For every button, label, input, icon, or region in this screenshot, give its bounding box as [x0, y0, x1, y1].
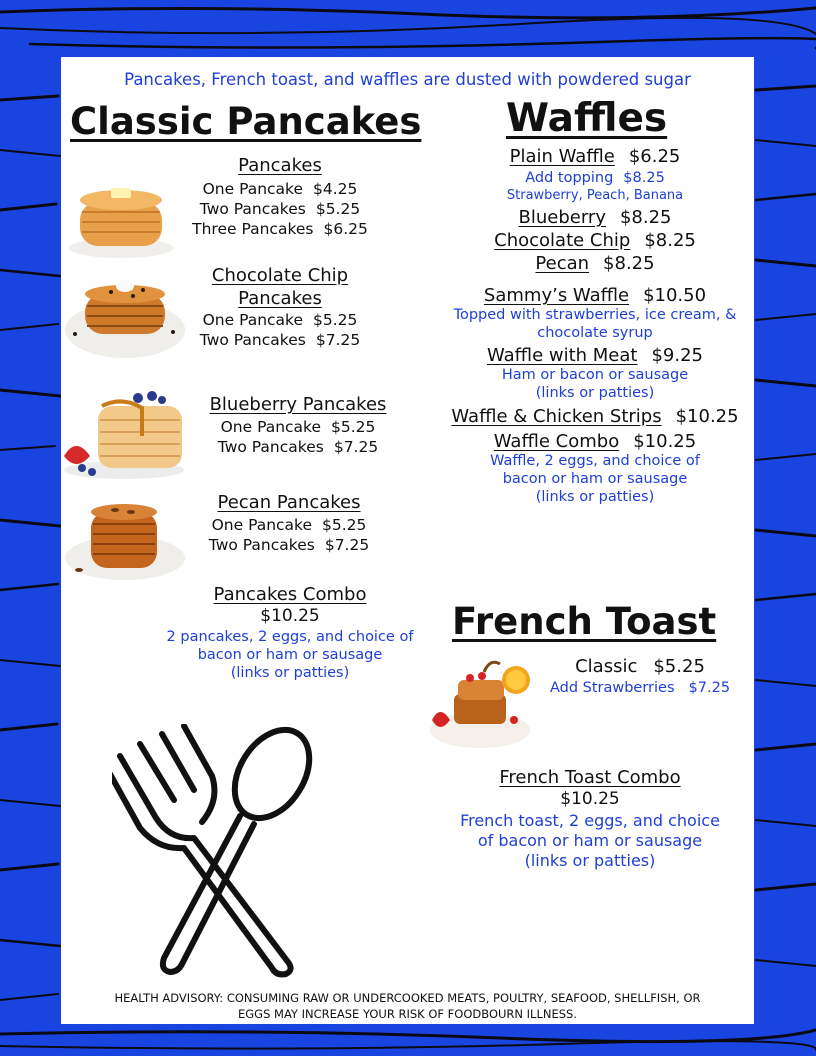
french-toast-classic-block	[538, 656, 742, 697]
waffle-combo-desc-2: bacon or ham or sausage	[502, 471, 688, 487]
powdered-sugar-note: Pancakes, French toast, and waffles are dusted with powdered sugar	[124, 70, 691, 89]
classic-row: Classic $5.25	[575, 656, 705, 677]
pancakes-combo-title: Pancakes Combo	[213, 584, 367, 605]
waffles-block	[430, 146, 760, 506]
waffles-heading: Waffles	[506, 96, 668, 141]
pecan-pancakes-block	[187, 492, 391, 554]
add-strawberries-row: Add Strawberries $7.25	[549, 680, 731, 696]
health-advisory	[61, 990, 754, 1022]
sammys-waffle-row: Sammy’s Waffle $10.50	[483, 285, 707, 306]
blueberry-pancakes-block	[196, 394, 400, 456]
menu-row: Two Pancakes $7.25	[199, 331, 361, 349]
pancakes-combo-block	[140, 584, 440, 682]
pancakes-heading: Classic Pancakes	[70, 100, 422, 143]
french-toast-combo-price: $10.25	[560, 789, 620, 809]
french-toast-combo-title: French Toast Combo	[499, 767, 681, 788]
menu-row: One Pancake $5.25	[202, 311, 358, 329]
fork-and-spoon-icon	[112, 724, 324, 980]
french-toast-heading: French Toast	[452, 600, 717, 643]
pancakes-title: Pancakes	[238, 155, 322, 176]
pancakes-block	[178, 155, 382, 238]
chocolate-chip-waffle-row: Chocolate Chip $8.25	[494, 230, 696, 251]
waffle-combo-desc-3: (links or patties)	[535, 489, 655, 505]
pecan-pancakes-photo	[63, 500, 187, 582]
menu-row: One Pancake $5.25	[220, 418, 376, 436]
french-toast-photo	[424, 650, 536, 754]
chocolate-chip-title-line2: Pancakes	[238, 288, 322, 309]
waffle-combo-row: Waffle Combo $10.25	[493, 431, 697, 452]
blueberry-waffle-row: Blueberry $8.25	[518, 207, 672, 228]
menu-row: Two Pancakes $7.25	[208, 536, 370, 554]
waffle-combo-desc: Waffle, 2 eggs, and choice of	[490, 453, 700, 469]
pancakes-combo-desc: 2 pancakes, 2 eggs, and choice of	[166, 629, 414, 645]
menu-row: Two Pancakes $7.25	[217, 438, 379, 456]
chocolate-chip-pancakes-block	[178, 265, 382, 349]
menu-row: One Pancake $5.25	[211, 516, 367, 534]
pancakes-combo-desc-3: (links or patties)	[230, 665, 350, 681]
topping-options: Strawberry, Peach, Banana	[506, 188, 684, 203]
chocolate-chip-pancakes-photo	[63, 272, 187, 362]
plain-waffle-row: Plain Waffle $6.25	[509, 146, 681, 167]
menu-row: Three Pancakes $6.25	[192, 220, 368, 238]
french-toast-combo-desc: French toast, 2 eggs, and choice	[460, 811, 720, 830]
pecan-pancakes-title: Pecan Pancakes	[217, 492, 361, 513]
waffle-chicken-strips-row: Waffle & Chicken Strips $10.25	[451, 406, 739, 427]
menu-row: Two Pancakes $5.25	[199, 200, 361, 218]
sammys-waffle-desc-2: chocolate syrup	[537, 325, 653, 341]
french-toast-combo-desc-2: of bacon or ham or sausage	[477, 831, 703, 850]
waffle-with-meat-desc-2: (links or patties)	[535, 385, 655, 401]
chocolate-chip-title: Chocolate Chip	[211, 265, 349, 286]
blueberry-pancakes-title: Blueberry Pancakes	[209, 394, 387, 415]
blueberry-pancakes-photo	[62, 376, 186, 480]
pancakes-combo-price: $10.25	[260, 606, 320, 626]
health-advisory-line-2: EGGS MAY INCREASE YOUR RISK OF FOODBOURN ILLNESS.	[237, 1007, 577, 1021]
menu-row: One Pancake $4.25	[202, 180, 358, 198]
pecan-waffle-row: Pecan $8.25	[535, 253, 655, 274]
pancakes-photo	[66, 160, 176, 260]
waffle-with-meat-desc: Ham or bacon or sausage	[501, 367, 689, 383]
pancakes-combo-desc-2: bacon or ham or sausage	[197, 647, 383, 663]
waffle-with-meat-row: Waffle with Meat $9.25	[486, 345, 703, 366]
french-toast-combo-desc-3: (links or patties)	[524, 851, 656, 870]
health-advisory-line-1: HEALTH ADVISORY: CONSUMING RAW OR UNDERCOOKED MEATS, POULTRY, SEAFOOD, SHELLFISH, OR	[114, 991, 701, 1005]
add-topping-row: Add topping $8.25	[525, 170, 665, 186]
sammys-waffle-desc: Topped with strawberries, ice cream, &	[453, 307, 737, 323]
french-toast-combo-block	[430, 767, 750, 871]
